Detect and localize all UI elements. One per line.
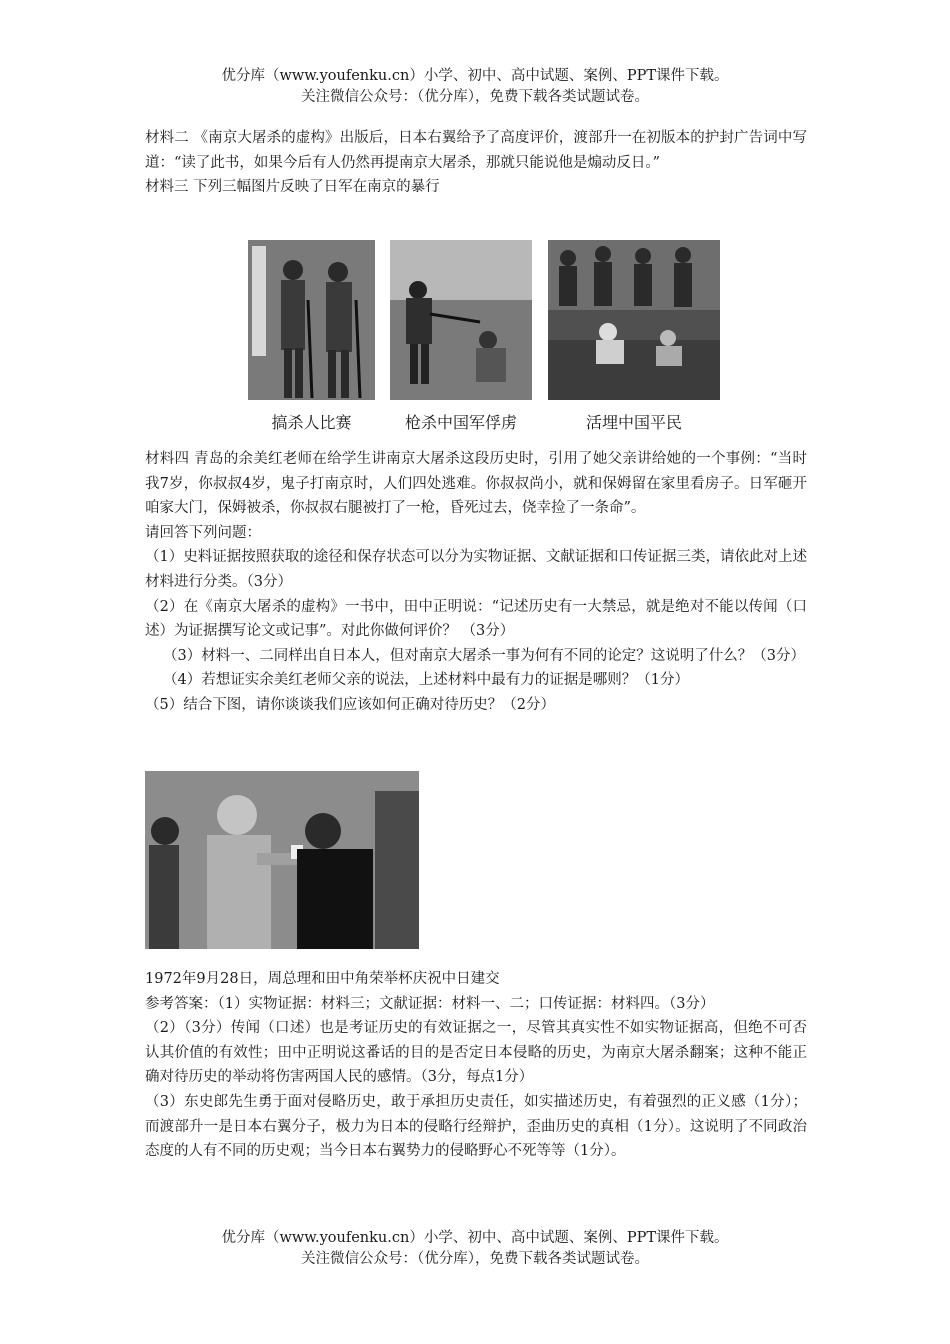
header-line-1: 优分库（www.youfenku.cn）小学、初中、高中试题、案例、PPT课件下载。	[221, 68, 729, 84]
photo-caption-3: 活埋中国平民	[585, 413, 682, 432]
answer-3: （3）东史郎先生勇于面对侵略历史，敢于承担历史责任，如实描述历史，有着强烈的正义感（1分）；而渡部升一是日本右翼分子，极力为日本的侵略行经辩护，歪曲历史的真相（1分）。这说明了不同政治态度的人有不同的历史观；当今日本右翼势力的侵略野心不死等等（1分）。	[145, 1093, 807, 1160]
page-header	[0, 66, 950, 108]
answer-2: （2）（3分）传闻（口述）也是考证历史的有效证据之一，尽管其真实性不如实物证据高，但绝不可否认其价值的有效性；田中正明说这番话的目的是否定日本侵略的历史，为南京大屠杀翻案；这种不能正确对待历史的举动将伤害两国人民的感情。（3分，每点1分）	[145, 1020, 807, 1086]
photo-execution	[390, 240, 532, 400]
header-line-2: 关注微信公众号：（优分库），免费下载各类试题试卷。	[301, 89, 649, 105]
question-2: （2）在《南京大屠杀的虚构》一书中，田中正明说：“记述历史有一大禁忌，就是绝对不能以传闻（口述）为证据撰写论文或记事”。对此你做何评价？ （3分）	[145, 598, 807, 640]
photo-bottom-caption: 1972年9月28日，周总理和田中角荣举杯庆祝中日建交	[145, 971, 500, 987]
question-1: （1）史料证据按照获取的途径和保存状态可以分为实物证据、文献证据和口传证据三类，请依此对上述材料进行分类。（3分）	[145, 549, 807, 590]
material-2: 材料二 《南京大屠杀的虚构》出版后，日本右翼给予了高度评价，渡部升一在初版本的护封广告词中写道：“读了此书，如果今后有人仍然再提南京大屠杀，那就只能说他是煽动反日。”	[145, 130, 807, 171]
footer-line-2: 关注微信公众号：（优分库），免费下载各类试题试卷。	[301, 1251, 649, 1267]
question-prompt: 请回答下列问题：	[145, 524, 261, 541]
photo-caption-1: 搞杀人比赛	[271, 413, 352, 432]
photo-caption-2: 枪杀中国军俘虏	[404, 413, 517, 432]
answer-1: 参考答案：（1）实物证据：材料三；文献证据：材料一、二；口传证据：材料四。（3分）	[145, 995, 715, 1012]
material-block-mid	[145, 447, 807, 718]
page-footer	[0, 1228, 950, 1270]
atrocity-photo-row	[248, 240, 728, 432]
question-4: （4）若想证实余美红老师父亲的说法，上述材料中最有力的证据是哪则？（1分）	[163, 672, 689, 689]
material-block-top	[145, 126, 807, 200]
question-3: （3）材料一、二同样出自日本人，但对南京大屠杀一事为何有不同的论定？这说明了什么？（3分）	[163, 647, 805, 664]
photo-toast	[145, 771, 419, 949]
footer-line-1: 优分库（www.youfenku.cn）小学、初中、高中试题、案例、PPT课件下载。	[221, 1230, 729, 1246]
photo-burial	[548, 240, 720, 400]
answer-block	[145, 967, 807, 1164]
question-5: （5）结合下图，请你谈谈我们应该如何正确对待历史？（2分）	[145, 696, 555, 713]
material-4: 材料四 青岛的余美红老师在给学生讲南京大屠杀这段历史时，引用了她父亲讲给她的一个事例：“当时我7岁，你叔叔4岁，鬼子打南京时，人们四处逃难。你叔叔尚小，就和保姆留在家里看房子。日军砸开咱家大门，保姆被杀，你叔叔右腿被打了一枪，昏死过去，侥幸捡了一条命”。	[145, 451, 807, 517]
material-3: 材料三 下列三幅图片反映了日军在南京的暴行	[145, 179, 440, 196]
photo-two-soldiers	[248, 240, 375, 400]
